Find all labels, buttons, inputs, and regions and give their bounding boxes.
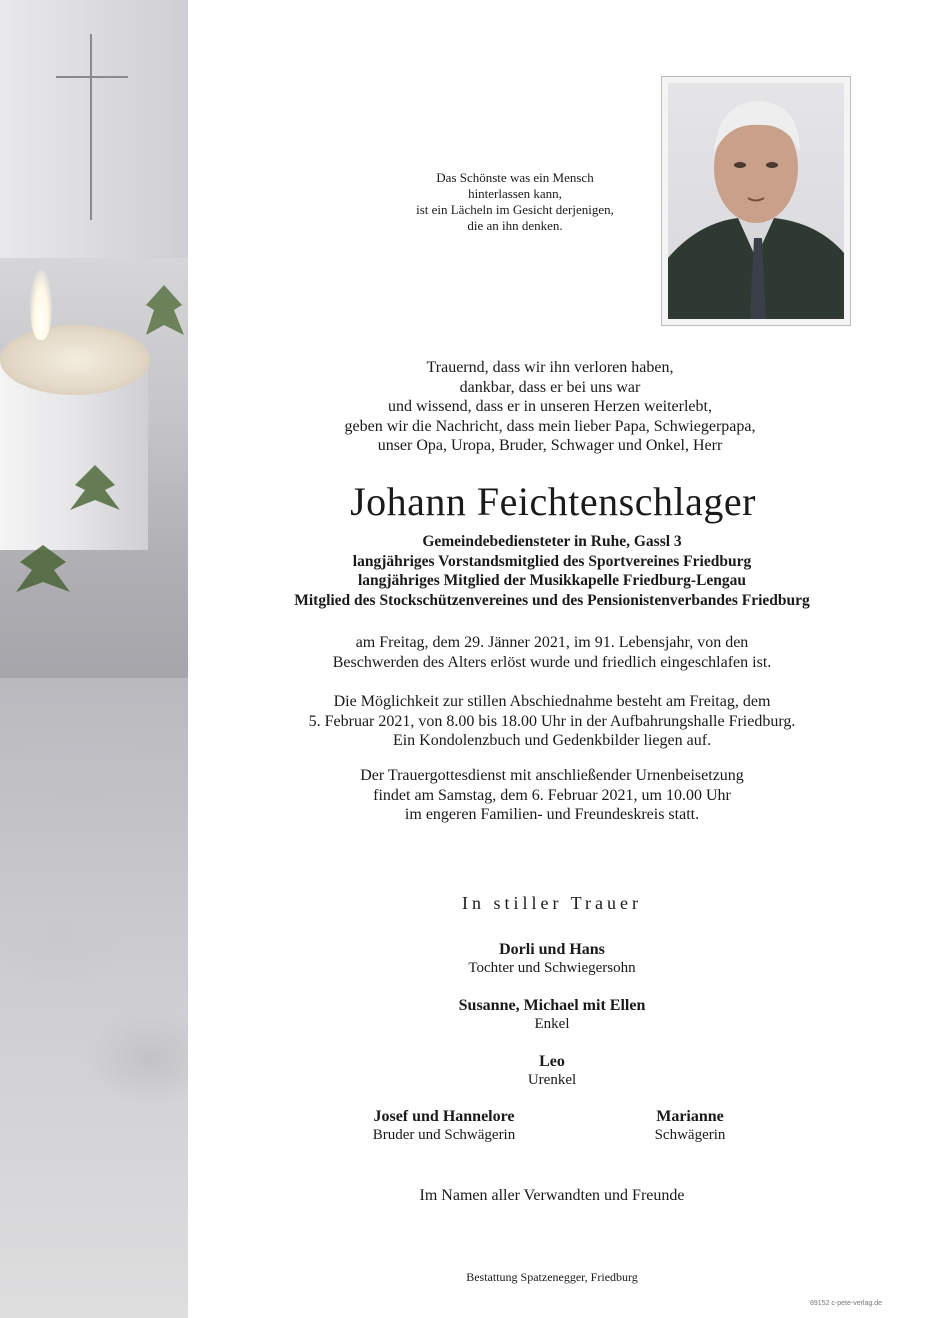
quote-line: die an ihn denken. xyxy=(467,218,563,233)
paragraph-line: Die Möglichkeit zur stillen Abschiednahme besteht am Freitag, dem xyxy=(333,693,771,710)
mourner-name: Marianne xyxy=(656,1108,724,1125)
candle-top xyxy=(0,325,150,395)
mourner xyxy=(402,996,702,1033)
closing-line: Im Namen aller Verwandten und Freunde xyxy=(419,1187,685,1204)
mourner xyxy=(314,1107,574,1144)
intro-text xyxy=(300,358,800,456)
quote-line: Das Schönste was ein Mensch xyxy=(436,170,594,185)
intro-line: Trauernd, dass wir ihn verloren haben, xyxy=(426,359,674,376)
in-mourning-heading: In stiller Trauer xyxy=(462,893,642,913)
mourner-relation: Enkel xyxy=(534,1016,570,1032)
mourner xyxy=(402,940,702,977)
service-paragraph xyxy=(250,766,854,825)
title-line: langjähriges Vorstandsmitglied des Sportvereines Friedburg xyxy=(352,552,752,570)
mourner-name: Dorli und Hans xyxy=(499,941,605,958)
paragraph-line: im engeren Familien- und Freundeskreis statt. xyxy=(404,806,700,823)
flame-icon xyxy=(30,270,52,340)
paragraph-line: Ein Kondolenzbuch und Gedenkbilder liegen auf. xyxy=(392,732,712,749)
paragraph-line: findet am Samstag, dem 6. Februar 2021, um 10.00 Uhr xyxy=(373,786,731,804)
portrait-photo xyxy=(668,83,844,319)
mourner-name: Susanne, Michael mit Ellen xyxy=(458,997,646,1014)
mourner xyxy=(590,1107,790,1144)
ivy-leaf-icon xyxy=(60,460,130,520)
ivy-leaf-icon xyxy=(8,540,78,600)
paragraph-line: 5. Februar 2021, von 8.00 bis 18.00 Uhr in der Aufbahrungshalle Friedburg. xyxy=(308,712,796,730)
title-line: Mitglied des Stockschützenvereines und des Pensionistenverbandes Friedburg xyxy=(294,591,810,609)
paragraph-line: am Freitag, dem 29. Jänner 2021, im 91. Lebensjahr, von den xyxy=(355,634,749,651)
mourner-relation: Tochter und Schwiegersohn xyxy=(468,960,636,976)
ivy-leaf-icon xyxy=(140,280,188,350)
quote xyxy=(400,170,630,234)
stones-image xyxy=(0,678,188,1318)
decorative-strip xyxy=(0,0,188,1318)
mourner-name: Josef und Hannelore xyxy=(373,1108,515,1125)
quote-line: hinterlassen kann, xyxy=(468,186,562,201)
paragraph-line: Beschwerden des Alters erlöst wurde und friedlich eingeschlafen ist. xyxy=(332,653,772,671)
undertaker: Bestattung Spatzenegger, Friedburg xyxy=(466,1270,638,1284)
mourner-relation: Schwägerin xyxy=(654,1127,726,1143)
death-notice-paragraph xyxy=(250,633,854,672)
mourner xyxy=(402,1052,702,1089)
deceased-titles xyxy=(230,532,874,610)
intro-line: geben wir die Nachricht, dass mein lieber Papa, Schwiegerpapa, xyxy=(344,417,756,435)
intro-line: und wissend, dass er in unseren Herzen weiterlebt, xyxy=(388,398,712,415)
mourner-relation: Urenkel xyxy=(527,1072,577,1088)
farewell-paragraph xyxy=(250,692,854,751)
portrait-frame xyxy=(661,76,851,326)
paragraph-line: Der Trauergottesdienst mit anschließender Urnenbeisetzung xyxy=(360,767,744,784)
title-line: langjähriges Mitglied der Musikkapelle Friedburg-Lengau xyxy=(357,572,747,589)
cross-icon xyxy=(56,34,128,220)
title-line: Gemeindebediensteter in Ruhe, Gassl 3 xyxy=(422,533,682,550)
intro-line: dankbar, dass er bei uns war xyxy=(459,378,641,396)
mourner-name: Leo xyxy=(539,1053,565,1070)
quote-line: ist ein Lächeln im Gesicht derjenigen, xyxy=(416,202,614,217)
mourner-relation: Bruder und Schwägerin xyxy=(372,1127,516,1143)
footer-code: 89152 c-pete-verlag.de xyxy=(810,1300,882,1307)
deceased-name: Johann Feichtenschlager xyxy=(350,479,756,524)
intro-line: unser Opa, Uropa, Bruder, Schwager und Onkel, Herr xyxy=(377,437,723,454)
